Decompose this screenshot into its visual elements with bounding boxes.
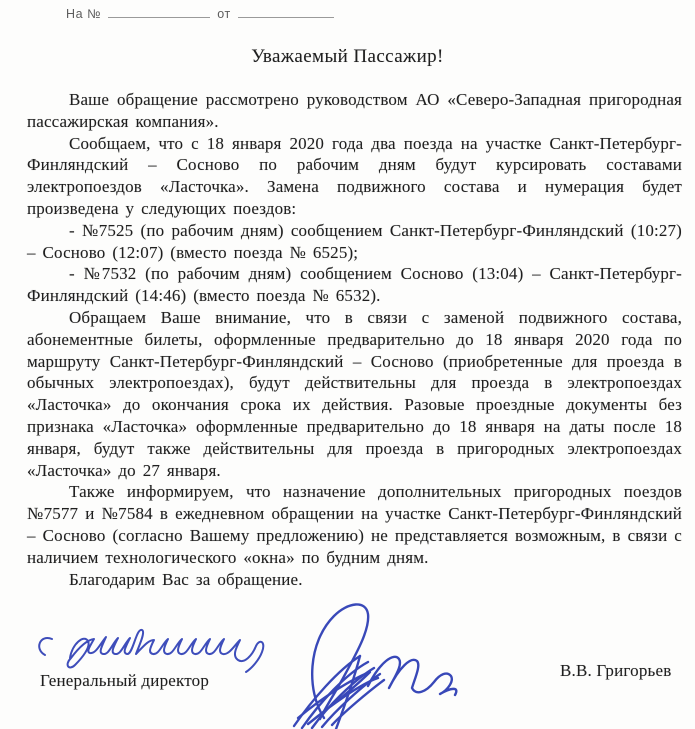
ref-date-label: от <box>217 7 231 21</box>
letter-body <box>0 89 695 590</box>
signer-name: В.В. Григорьев <box>560 661 672 680</box>
paragraph-tickets-validity: Обращаем Ваше внимание, что в связи с заменой подвижного состава, абонементные билеты, оформленные предварительно до 18 января 2020 года по маршруту Санкт-Петербург-Финляндский – Сосново (приобретенные для проезда в обычных электропоездах), будут действительны для проезда в электропоездах «Ласточка» до окончания срока их действия. Разовые проездные документы без признака «Ласточка» оформленные предварительно до 18 января на даты после 18 января, будут также действительны для проезда в пригородных электропоездах «Ласточка» до 27 января. <box>27 307 682 480</box>
salutation-heading: Уважаемый Пассажир! <box>251 46 444 67</box>
paragraph-thanks: Благодарим Вас за обращение. <box>69 569 303 589</box>
ref-number-blank-line <box>108 6 210 18</box>
ref-number-label: На № <box>66 7 102 21</box>
director-signature-autograph <box>272 598 472 729</box>
signer-position-title: Генеральный директор <box>40 671 210 690</box>
autograph-tail <box>368 657 456 695</box>
ref-date-blank-line <box>238 6 334 18</box>
handwritten-regards-scribble <box>30 622 280 677</box>
train-item-7525: - №7525 (по рабочим дням) сообщением Санкт-Петербург-Финляндский (10:27) – Сосново (12:07) (вместо поезда № 6525); <box>27 220 682 262</box>
reference-number-line <box>66 6 341 21</box>
scribble-word <box>68 630 264 672</box>
paragraph-announcement: Сообщаем, что с 18 января 2020 года два поезда на участке Санкт-Петербург-Финляндский – Сосново по рабочим дням будут курсировать составами электропоездов «Ласточка». Замена подвижного состава и нумерация будет произведена у следующих поездов: <box>27 133 682 218</box>
paragraph-additional-trains: Также информируем, что назначение дополнительных пригородных поездов №7577 и №7584 в ежедневном обращении на участке Санкт-Петербург-Финляндский – Сосново (согласно Вашему предложению) не представляется возможным, в связи с наличием технологического «окна» по будним дням. <box>27 482 682 567</box>
paragraph-intro: Ваше обращение рассмотрено руководством АО «Северо-Западная пригородная пассажирская компания». <box>27 90 682 131</box>
scribble-letter-c <box>39 638 52 655</box>
train-item-7532: - №7532 (по рабочим дням) сообщением Сосново (13:04) – Санкт-Петербург-Финляндский (14:46) (вместо поезда № 6532). <box>27 264 682 306</box>
